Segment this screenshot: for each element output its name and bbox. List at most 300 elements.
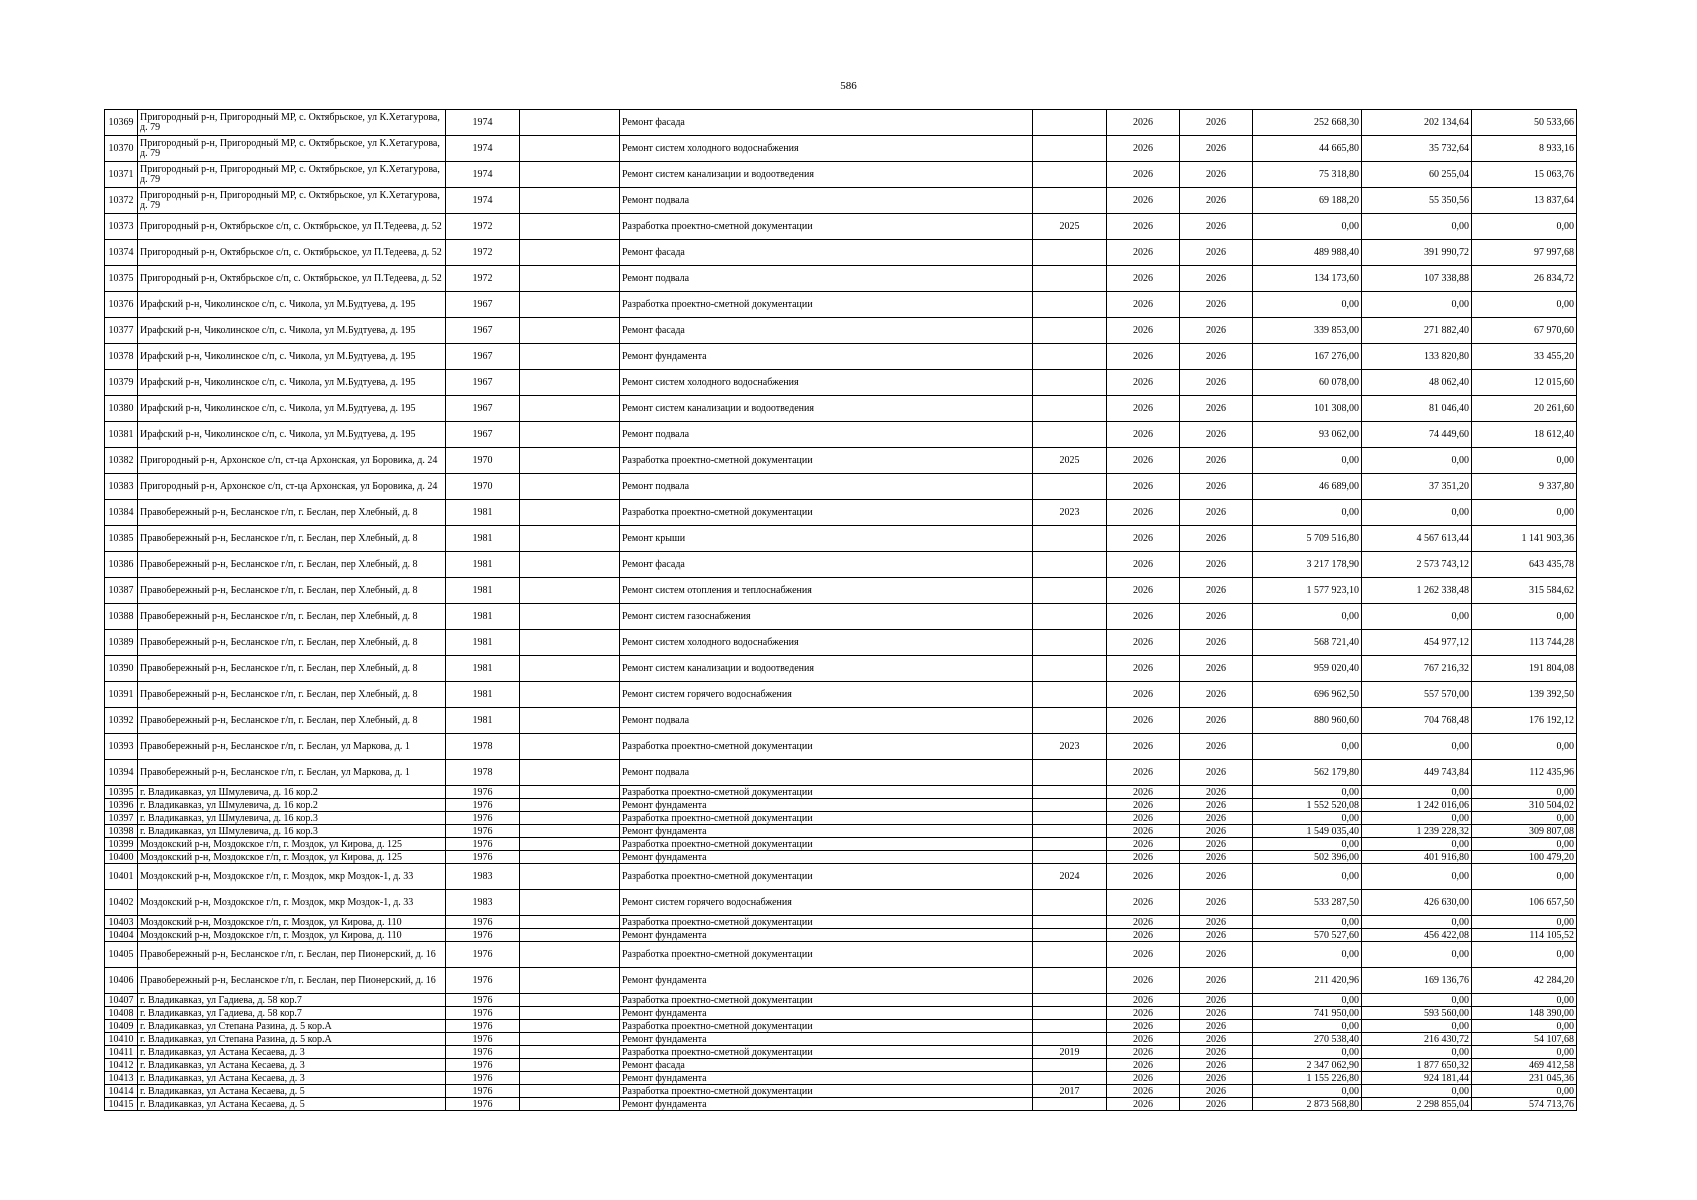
start-year-cell: 2026 [1107,1085,1180,1098]
empty-cell [520,1085,620,1098]
table-row [105,968,1577,994]
plan-year-cell: 2024 [1033,864,1107,890]
empty-cell [520,1098,620,1111]
row-number: 10409 [105,1020,138,1033]
row-number: 10376 [105,292,138,318]
plan-year-cell [1033,994,1107,1007]
end-year-cell: 2026 [1180,1020,1253,1033]
start-year-cell: 2026 [1107,318,1180,344]
plan-year-cell: 2023 [1033,734,1107,760]
end-year-cell: 2026 [1180,890,1253,916]
row-number: 10385 [105,526,138,552]
total-cost-cell: 0,00 [1253,994,1362,1007]
start-year-cell: 2026 [1107,292,1180,318]
total-cost-cell: 1 549 035,40 [1253,825,1362,838]
empty-cell [520,1072,620,1085]
empty-cell [520,799,620,812]
empty-cell [520,760,620,786]
fund-amount-cell: 0,00 [1362,1085,1472,1098]
year-built-cell: 1976 [446,1098,520,1111]
work-type-cell: Разработка проектно-сметной документации [620,448,1033,474]
end-year-cell: 2026 [1180,968,1253,994]
year-built-cell: 1976 [446,1020,520,1033]
empty-cell [520,734,620,760]
work-type-cell: Разработка проектно-сметной документации [620,864,1033,890]
end-year-cell: 2026 [1180,760,1253,786]
start-year-cell: 2026 [1107,136,1180,162]
address-cell: Пригородный р-н, Октябрьское с/п, с. Октябрьское, ул П.Тедеева, д. 52 [138,240,446,266]
owner-amount-cell: 8 933,16 [1472,136,1577,162]
address-cell: Пригородный р-н, Архонское с/п, ст-ца Архонская, ул Боровика, д. 24 [138,448,446,474]
work-type-cell: Ремонт фасада [620,240,1033,266]
table-row [105,1072,1577,1085]
fund-amount-cell: 48 062,40 [1362,370,1472,396]
owner-amount-cell: 176 192,12 [1472,708,1577,734]
end-year-cell: 2026 [1180,916,1253,929]
empty-cell [520,786,620,799]
fund-amount-cell: 169 136,76 [1362,968,1472,994]
work-type-cell: Ремонт систем газоснабжения [620,604,1033,630]
start-year-cell: 2026 [1107,162,1180,188]
plan-year-cell [1033,1098,1107,1111]
empty-cell [520,526,620,552]
total-cost-cell: 489 988,40 [1253,240,1362,266]
fund-amount-cell: 449 743,84 [1362,760,1472,786]
end-year-cell: 2026 [1180,500,1253,526]
year-built-cell: 1981 [446,526,520,552]
total-cost-cell: 134 173,60 [1253,266,1362,292]
row-number: 10408 [105,1007,138,1020]
total-cost-cell: 46 689,00 [1253,474,1362,500]
fund-amount-cell: 0,00 [1362,838,1472,851]
plan-year-cell [1033,1072,1107,1085]
row-number: 10400 [105,851,138,864]
address-cell: Ирафский р-н, Чиколинское с/п, с. Чикола, ул М.Будтуева, д. 195 [138,370,446,396]
total-cost-cell: 0,00 [1253,734,1362,760]
row-number: 10407 [105,994,138,1007]
owner-amount-cell: 1 141 903,36 [1472,526,1577,552]
plan-year-cell [1033,825,1107,838]
work-type-cell: Ремонт систем горячего водоснабжения [620,682,1033,708]
end-year-cell: 2026 [1180,825,1253,838]
end-year-cell: 2026 [1180,370,1253,396]
table-row [105,604,1577,630]
work-type-cell: Ремонт подвала [620,188,1033,214]
year-built-cell: 1974 [446,110,520,136]
fund-amount-cell: 0,00 [1362,500,1472,526]
year-built-cell: 1981 [446,708,520,734]
table-row [105,799,1577,812]
address-cell: Правобережный р-н, Бесланское г/п, г. Беслан, пер Хлебный, д. 8 [138,682,446,708]
plan-year-cell [1033,344,1107,370]
work-type-cell: Разработка проектно-сметной документации [620,214,1033,240]
owner-amount-cell: 0,00 [1472,292,1577,318]
start-year-cell: 2026 [1107,968,1180,994]
empty-cell [520,916,620,929]
owner-amount-cell: 231 045,36 [1472,1072,1577,1085]
end-year-cell: 2026 [1180,318,1253,344]
total-cost-cell: 0,00 [1253,812,1362,825]
year-built-cell: 1967 [446,344,520,370]
empty-cell [520,396,620,422]
table-row [105,1059,1577,1072]
address-cell: Ирафский р-н, Чиколинское с/п, с. Чикола, ул М.Будтуева, д. 195 [138,292,446,318]
start-year-cell: 2026 [1107,838,1180,851]
plan-year-cell [1033,240,1107,266]
work-type-cell: Ремонт систем канализации и водоотведения [620,162,1033,188]
address-cell: г. Владикавказ, ул Астана Кесаева, д. 3 [138,1072,446,1085]
start-year-cell: 2026 [1107,1098,1180,1111]
start-year-cell: 2026 [1107,734,1180,760]
work-type-cell: Ремонт фундамента [620,825,1033,838]
year-built-cell: 1976 [446,968,520,994]
end-year-cell: 2026 [1180,1085,1253,1098]
total-cost-cell: 741 950,00 [1253,1007,1362,1020]
empty-cell [520,682,620,708]
work-type-cell: Разработка проектно-сметной документации [620,812,1033,825]
address-cell: Пригородный р-н, Октябрьское с/п, с. Октябрьское, ул П.Тедеева, д. 52 [138,214,446,240]
table-row [105,110,1577,136]
address-cell: г. Владикавказ, ул Астана Кесаева, д. 5 [138,1098,446,1111]
address-cell: Моздокский р-н, Моздокское г/п, г. Моздок, ул Кирова, д. 125 [138,851,446,864]
start-year-cell: 2026 [1107,708,1180,734]
fund-amount-cell: 0,00 [1362,916,1472,929]
plan-year-cell [1033,786,1107,799]
fund-amount-cell: 1 877 650,32 [1362,1059,1472,1072]
owner-amount-cell: 139 392,50 [1472,682,1577,708]
table-row [105,188,1577,214]
address-cell: г. Владикавказ, ул Астана Кесаева, д. 5 [138,1085,446,1098]
total-cost-cell: 0,00 [1253,1046,1362,1059]
empty-cell [520,500,620,526]
plan-year-cell [1033,968,1107,994]
table-row [105,292,1577,318]
address-cell: Пригородный р-н, Октябрьское с/п, с. Октябрьское, ул П.Тедеева, д. 52 [138,266,446,292]
address-cell: г. Владикавказ, ул Астана Кесаева, д. 3 [138,1046,446,1059]
fund-amount-cell: 107 338,88 [1362,266,1472,292]
address-cell: Моздокский р-н, Моздокское г/п, г. Моздок, ул Кирова, д. 110 [138,929,446,942]
total-cost-cell: 1 577 923,10 [1253,578,1362,604]
table-row [105,578,1577,604]
owner-amount-cell: 0,00 [1472,1046,1577,1059]
year-built-cell: 1976 [446,799,520,812]
fund-amount-cell: 74 449,60 [1362,422,1472,448]
row-number: 10372 [105,188,138,214]
end-year-cell: 2026 [1180,1007,1253,1020]
owner-amount-cell: 148 390,00 [1472,1007,1577,1020]
fund-amount-cell: 456 422,08 [1362,929,1472,942]
table-row [105,344,1577,370]
total-cost-cell: 0,00 [1253,214,1362,240]
empty-cell [520,292,620,318]
owner-amount-cell: 42 284,20 [1472,968,1577,994]
year-built-cell: 1978 [446,760,520,786]
plan-year-cell [1033,630,1107,656]
work-type-cell: Ремонт подвала [620,266,1033,292]
start-year-cell: 2026 [1107,578,1180,604]
total-cost-cell: 270 538,40 [1253,1033,1362,1046]
table-row [105,318,1577,344]
owner-amount-cell: 0,00 [1472,864,1577,890]
year-built-cell: 1967 [446,292,520,318]
table-row [105,786,1577,799]
empty-cell [520,214,620,240]
row-number: 10397 [105,812,138,825]
year-built-cell: 1976 [446,812,520,825]
end-year-cell: 2026 [1180,851,1253,864]
plan-year-cell [1033,604,1107,630]
end-year-cell: 2026 [1180,864,1253,890]
plan-year-cell [1033,1059,1107,1072]
end-year-cell: 2026 [1180,578,1253,604]
address-cell: Моздокский р-н, Моздокское г/п, г. Моздок, мкр Моздок-1, д. 33 [138,864,446,890]
end-year-cell: 2026 [1180,344,1253,370]
row-number: 10370 [105,136,138,162]
owner-amount-cell: 12 015,60 [1472,370,1577,396]
work-type-cell: Ремонт подвала [620,708,1033,734]
plan-year-cell [1033,799,1107,812]
empty-cell [520,656,620,682]
total-cost-cell: 1 155 226,80 [1253,1072,1362,1085]
row-number: 10387 [105,578,138,604]
start-year-cell: 2026 [1107,682,1180,708]
empty-cell [520,448,620,474]
plan-year-cell [1033,422,1107,448]
owner-amount-cell: 191 804,08 [1472,656,1577,682]
year-built-cell: 1976 [446,1059,520,1072]
start-year-cell: 2026 [1107,110,1180,136]
table-body [105,110,1577,1111]
plan-year-cell: 2017 [1033,1085,1107,1098]
fund-amount-cell: 0,00 [1362,448,1472,474]
address-cell: Моздокский р-н, Моздокское г/п, г. Моздок, ул Кирова, д. 125 [138,838,446,851]
year-built-cell: 1981 [446,500,520,526]
total-cost-cell: 562 179,80 [1253,760,1362,786]
year-built-cell: 1976 [446,1033,520,1046]
total-cost-cell: 570 527,60 [1253,929,1362,942]
work-type-cell: Ремонт фасада [620,110,1033,136]
empty-cell [520,1020,620,1033]
row-number: 10382 [105,448,138,474]
owner-amount-cell: 15 063,76 [1472,162,1577,188]
start-year-cell: 2026 [1107,1072,1180,1085]
work-type-cell: Ремонт подвала [620,474,1033,500]
total-cost-cell: 69 188,20 [1253,188,1362,214]
address-cell: Моздокский р-н, Моздокское г/п, г. Моздок, мкр Моздок-1, д. 33 [138,890,446,916]
fund-amount-cell: 924 181,44 [1362,1072,1472,1085]
fund-amount-cell: 35 732,64 [1362,136,1472,162]
year-built-cell: 1978 [446,734,520,760]
total-cost-cell: 2 873 568,80 [1253,1098,1362,1111]
fund-amount-cell: 593 560,00 [1362,1007,1472,1020]
empty-cell [520,1059,620,1072]
address-cell: Ирафский р-н, Чиколинское с/п, с. Чикола, ул М.Будтуева, д. 195 [138,344,446,370]
row-number: 10377 [105,318,138,344]
address-cell: Правобережный р-н, Бесланское г/п, г. Беслан, ул Маркова, д. 1 [138,760,446,786]
fund-amount-cell: 216 430,72 [1362,1033,1472,1046]
fund-amount-cell: 2 298 855,04 [1362,1098,1472,1111]
plan-year-cell: 2025 [1033,448,1107,474]
fund-amount-cell: 2 573 743,12 [1362,552,1472,578]
table-row [105,370,1577,396]
plan-year-cell [1033,682,1107,708]
empty-cell [520,864,620,890]
total-cost-cell: 568 721,40 [1253,630,1362,656]
row-number: 10395 [105,786,138,799]
plan-year-cell [1033,1007,1107,1020]
fund-amount-cell: 0,00 [1362,1020,1472,1033]
year-built-cell: 1970 [446,448,520,474]
row-number: 10379 [105,370,138,396]
start-year-cell: 2026 [1107,188,1180,214]
owner-amount-cell: 67 970,60 [1472,318,1577,344]
fund-amount-cell: 55 350,56 [1362,188,1472,214]
total-cost-cell: 959 020,40 [1253,656,1362,682]
empty-cell [520,318,620,344]
empty-cell [520,162,620,188]
plan-year-cell [1033,162,1107,188]
end-year-cell: 2026 [1180,552,1253,578]
work-type-cell: Ремонт фундамента [620,851,1033,864]
plan-year-cell [1033,292,1107,318]
plan-year-cell [1033,838,1107,851]
end-year-cell: 2026 [1180,734,1253,760]
work-type-cell: Ремонт фундамента [620,1007,1033,1020]
empty-cell [520,266,620,292]
empty-cell [520,110,620,136]
plan-year-cell [1033,890,1107,916]
fund-amount-cell: 133 820,80 [1362,344,1472,370]
address-cell: Правобережный р-н, Бесланское г/п, г. Беслан, пер Хлебный, д. 8 [138,526,446,552]
owner-amount-cell: 100 479,20 [1472,851,1577,864]
total-cost-cell: 0,00 [1253,1085,1362,1098]
row-number: 10386 [105,552,138,578]
address-cell: Моздокский р-н, Моздокское г/п, г. Моздок, ул Кирова, д. 110 [138,916,446,929]
year-built-cell: 1976 [446,838,520,851]
work-type-cell: Ремонт систем канализации и водоотведения [620,396,1033,422]
end-year-cell: 2026 [1180,630,1253,656]
row-number: 10375 [105,266,138,292]
table-row [105,1046,1577,1059]
empty-cell [520,422,620,448]
owner-amount-cell: 643 435,78 [1472,552,1577,578]
work-type-cell: Ремонт подвала [620,422,1033,448]
work-type-cell: Ремонт систем канализации и водоотведения [620,656,1033,682]
registry-table [104,109,1577,1111]
owner-amount-cell: 0,00 [1472,1085,1577,1098]
plan-year-cell [1033,812,1107,825]
end-year-cell: 2026 [1180,162,1253,188]
empty-cell [520,994,620,1007]
total-cost-cell: 211 420,96 [1253,968,1362,994]
empty-cell [520,552,620,578]
address-cell: г. Владикавказ, ул Гадиева, д. 58 кор.7 [138,994,446,1007]
fund-amount-cell: 426 630,00 [1362,890,1472,916]
start-year-cell: 2026 [1107,500,1180,526]
row-number: 10391 [105,682,138,708]
work-type-cell: Разработка проектно-сметной документации [620,916,1033,929]
table-row [105,448,1577,474]
plan-year-cell [1033,942,1107,968]
table-row [105,422,1577,448]
total-cost-cell: 1 552 520,08 [1253,799,1362,812]
end-year-cell: 2026 [1180,604,1253,630]
empty-cell [520,630,620,656]
start-year-cell: 2026 [1107,396,1180,422]
address-cell: г. Владикавказ, ул Гадиева, д. 58 кор.7 [138,1007,446,1020]
work-type-cell: Разработка проектно-сметной документации [620,1085,1033,1098]
start-year-cell: 2026 [1107,916,1180,929]
row-number: 10378 [105,344,138,370]
empty-cell [520,968,620,994]
plan-year-cell [1033,136,1107,162]
address-cell: Пригородный р-н, Пригородный МР, с. Октябрьское, ул К.Хетагурова, д. 79 [138,136,446,162]
fund-amount-cell: 0,00 [1362,734,1472,760]
plan-year-cell [1033,370,1107,396]
year-built-cell: 1976 [446,1046,520,1059]
fund-amount-cell: 767 216,32 [1362,656,1472,682]
year-built-cell: 1976 [446,786,520,799]
plan-year-cell [1033,318,1107,344]
address-cell: Пригородный р-н, Пригородный МР, с. Октябрьское, ул К.Хетагурова, д. 79 [138,162,446,188]
address-cell: Пригородный р-н, Пригородный МР, с. Октябрьское, ул К.Хетагурова, д. 79 [138,188,446,214]
row-number: 10412 [105,1059,138,1072]
fund-amount-cell: 60 255,04 [1362,162,1472,188]
address-cell: Правобережный р-н, Бесланское г/п, г. Беслан, пер Хлебный, д. 8 [138,500,446,526]
owner-amount-cell: 0,00 [1472,994,1577,1007]
plan-year-cell [1033,474,1107,500]
row-number: 10373 [105,214,138,240]
address-cell: Правобережный р-н, Бесланское г/п, г. Беслан, пер Хлебный, д. 8 [138,552,446,578]
work-type-cell: Ремонт фасада [620,1059,1033,1072]
owner-amount-cell: 112 435,96 [1472,760,1577,786]
owner-amount-cell: 469 412,58 [1472,1059,1577,1072]
start-year-cell: 2026 [1107,1007,1180,1020]
end-year-cell: 2026 [1180,838,1253,851]
end-year-cell: 2026 [1180,474,1253,500]
owner-amount-cell: 0,00 [1472,734,1577,760]
owner-amount-cell: 0,00 [1472,812,1577,825]
year-built-cell: 1967 [446,422,520,448]
address-cell: Пригородный р-н, Архонское с/п, ст-ца Архонская, ул Боровика, д. 24 [138,474,446,500]
plan-year-cell [1033,552,1107,578]
end-year-cell: 2026 [1180,1033,1253,1046]
fund-amount-cell: 271 882,40 [1362,318,1472,344]
fund-amount-cell: 0,00 [1362,604,1472,630]
end-year-cell: 2026 [1180,1046,1253,1059]
plan-year-cell [1033,188,1107,214]
total-cost-cell: 44 665,80 [1253,136,1362,162]
start-year-cell: 2026 [1107,214,1180,240]
fund-amount-cell: 0,00 [1362,942,1472,968]
total-cost-cell: 0,00 [1253,604,1362,630]
fund-amount-cell: 401 916,80 [1362,851,1472,864]
fund-amount-cell: 0,00 [1362,864,1472,890]
start-year-cell: 2026 [1107,656,1180,682]
page-number: 586 [840,80,857,92]
row-number: 10396 [105,799,138,812]
total-cost-cell: 0,00 [1253,500,1362,526]
work-type-cell: Разработка проектно-сметной документации [620,292,1033,318]
work-type-cell: Ремонт фундамента [620,344,1033,370]
plan-year-cell [1033,760,1107,786]
address-cell: г. Владикавказ, ул Астана Кесаева, д. 3 [138,1059,446,1072]
address-cell: Правобережный р-н, Бесланское г/п, г. Беслан, ул Маркова, д. 1 [138,734,446,760]
end-year-cell: 2026 [1180,448,1253,474]
empty-cell [520,1033,620,1046]
owner-amount-cell: 9 337,80 [1472,474,1577,500]
address-cell: Ирафский р-н, Чиколинское с/п, с. Чикола, ул М.Будтуева, д. 195 [138,318,446,344]
